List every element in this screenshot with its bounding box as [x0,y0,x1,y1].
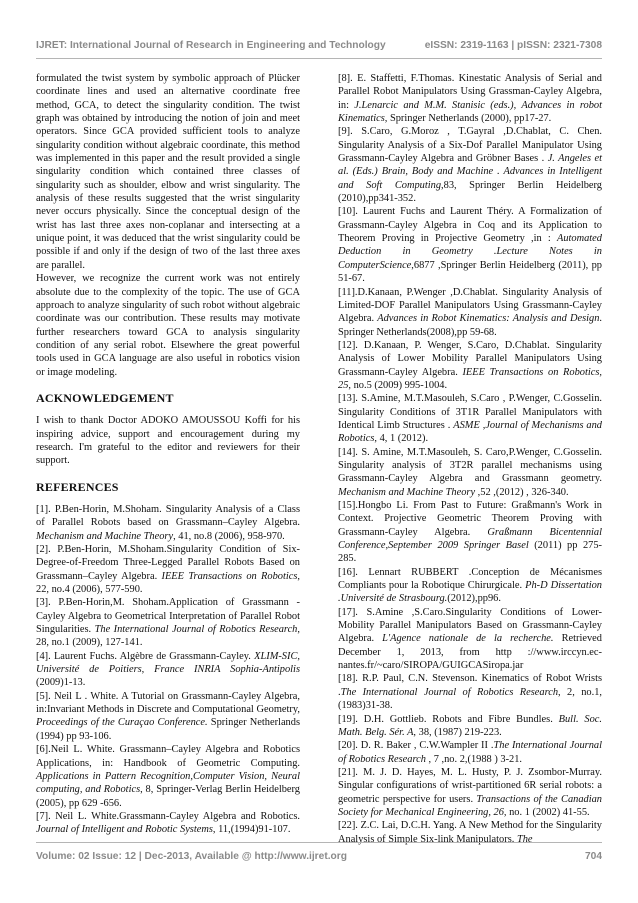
reference-text: L'Agence nationale de la recherche. [382,633,554,645]
reference-text: Springer Netherlands (2000), pp17-27. [387,113,552,125]
reference-item [36,596,300,649]
reference-item [338,125,602,205]
right-column [338,72,602,846]
reference-text: [20]. D. R. Baker , C.W.Wampler II . [338,740,494,752]
reference-text: [15].Hongbo Li. From Past to Future: Graßmann's Work in Context. Projective Geometric Theorem Proving with Grassmann-Cayley Algebra. [338,500,602,538]
references-list-right [338,72,602,846]
reference-item [338,72,602,125]
reference-text: Springer Netherlands (1994) pp 93-106. [36,717,300,742]
reference-text: [11].D.Kanaan, P.Wenger ,D.Chablat. Singularity Analysis of Limited-DOF Parallel Manipulators Using Grassmann-Cayley Algebra. [338,286,602,325]
conclusion-paragraph-1: formulated the twist system by symbolic approach of Plücker coordinate lines and used an alternative coordinate free method, GCA, to detect the singularity condition. The twist graph was obtained by introducing the notion of join and meet operators. Since GCA provided sufficient tools to analyze singularity condition without algebraic coordinate, this method was implemented in this paper and the result provided a single singularity condition which contained three classes of singularity such as shoulder, elbow and wrist singularity. The analysis of these results suggested that the wrist singularity never occurs physically. Since the conceptual design of the wrist has last three axes non-coplanar and intersecting at a unique point, it was deduced that the wrist singularity could be possible if and only if the design of two of the last three axes are parallel. [36,73,300,271]
reference-text: , 2, no.1,(1983)31-38. [338,686,603,712]
reference-item [338,566,602,606]
reference-text: Transactions of the Canadian Society for Mechanical Engineering, 26, [338,793,603,818]
reference-text: [13]. S.Amine, M.T.Masouleh, S.Caro , P.Wenger, C.Gosselin. Singularity Conditions of 3T1R Parallel Manipulators with Identical Limb Structures . [338,393,602,431]
reference-text: The International Journal of Robotics Research [338,740,602,765]
reference-text: J. Angeles et al. (Eds.) Brain, Body and Machine . Advances in Intelligent and Soft Computing [338,153,602,191]
reference-item [36,503,300,543]
reference-text: [4]. Laurent Fuchs. Algèbre de Grassmann-Cayley. [36,650,255,662]
reference-item [36,690,300,743]
reference-text: [14]. S. Amine, M.T.Masouleh, S. Caro,P.Wenger, C.Gosselin. Singularity analysis of 3T2R parallel mechanisms using Grassmann-Cayley Algebra and Grassmann geometry. [338,446,602,485]
reference-text: . Springer Netherlands(2008),pp 59-68. [338,313,602,338]
page-footer [36,851,602,862]
page-number: 704 [585,851,602,862]
reference-text: [19]. D.H. Gottlieb. Robots and Fibre Bundles. [338,713,559,725]
reference-text: [8]. E. Staffetti, F.Thomas. Kinestatic Analysis of Serial and Parallel Robot Manipulators Using Grassman-Cayley Algebra, in: [338,73,602,111]
reference-text: [10]. Laurent Fuchs and Laurent Théry. A Formalization of Grassmann-Cayley Algebra in Coq and its Application to Theorem Proving in Projective Geometry ,in : [338,206,602,245]
reference-text: [18]. R.P. Paul, C.N. Stevenson. Kinematics of Robot Wrists . [338,673,602,698]
reference-text: , 38, (1987) 219-223. [413,726,502,738]
reference-text: IEEE Transactions on Robotics, 25 [338,366,603,391]
reference-text: Ph-D Dissertation .Université de Strasbourg. [338,580,602,605]
reference-text: [6].Neil L. White. Grassmann–Cayley Algebra and Robotics Applications, in: Handbook of Geometric Computing. [36,744,300,769]
footer-divider [36,842,602,843]
reference-item [338,499,602,566]
reference-text: The [516,833,533,845]
reference-item [36,543,300,596]
reference-item [36,743,300,810]
reference-text: ,6877 ,Springer Berlin Heidelberg (2011), pp 51-67. [338,259,602,285]
reference-text: Mechanism and Machine Theory [36,530,174,542]
reference-text: Mechanism and Machine Theory [338,486,476,498]
reference-item [338,205,602,285]
reference-text: , 22, no.4 (2006), 577-590. [36,570,301,596]
left-column [36,72,300,837]
reference-text: The International Journal of Robotics Research [340,686,559,698]
issn-numbers: eISSN: 2319-1163 | pISSN: 2321-7308 [424,40,602,51]
reference-item [36,650,300,690]
reference-text: Applications in Pattern Recognition,Computer Vision, Neural computing, and Robotics [36,770,300,796]
reference-text: [21]. M. J. D. Hayes, M. L. Husty, P. J. Zsombor-Murray. Singular configurations of wrist-partitioned 6R serial robots: a geometric perspective for users. [338,766,602,805]
reference-item [338,392,602,445]
reference-text: [5]. Neil L . White. A Tutorial on Grassmann-Cayley Algebra, in:Invariant Methods in Discrete and Computational Geometry, [36,690,300,716]
reference-item [338,606,602,673]
reference-text: [22]. Z.C. Lai, D.C.H. Yang. A New Method for the Singularity Analysis of Simple Six-link Manipulators. [338,820,602,845]
reference-text: (2011) pp 275-285. [338,540,602,565]
reference-text: Graßmann Bicentennial Conference,September 2009 Springer Basel [338,526,603,552]
reference-text: , 7 ,no. 2,(1988 ) 3-21. [425,753,523,765]
acknowledgement-text: I wish to thank Doctor ADOKO AMOUSSOU Koffi for his inspiring advice, support and encouragement during my research. I'm grateful to the editor and reviewers for their support. [36,415,300,467]
reference-text: Automated Deduction in Geometry .Lecture Notes in ComputerScience [338,233,602,271]
journal-name: IJRET: International Journal of Research in Engineering and Technology [36,40,386,51]
reference-text: (2009)1-13. [36,677,86,689]
reference-text: , 4, 1 (2012). [374,433,429,445]
reference-item [338,286,602,339]
reference-text: J.Lenarcic and M.M. Stanisic (eds.), Advances in robot Kinematics, [338,99,602,125]
reference-text: [9]. S.Caro, G.Moroz , T.Gayral ,D.Chablat, C. Chen. Singularity Analysis of a Six-Dof Parallel Manipulator Using Grassmann-Cayley Algebra and Gröbner Bases . [338,126,602,165]
reference-item [338,672,602,712]
reference-text: [2]. P.Ben-Horin, M.Shoham.Singularity Condition of Six-Degree-of-Freedom Three-Legged Parallel Robots Based on Grassmann–Cayley Algebra. [36,544,300,582]
reference-text: (2012),pp96. [447,593,501,605]
reference-text: [7]. Neil L. White.Grassmann-Cayley Algebra and Robotics. [36,810,300,822]
reference-text: Proceedings of the Curaçao Conference. [36,717,208,729]
reference-text: The International Journal of Robotics Research [94,624,298,636]
reference-text: [16]. Lennart RUBBERT .Conception de Mécanismes Compliants pour la Robotique Chirurgicale. [338,566,602,592]
reference-text: no. 1 (2002) 41-55. [506,806,590,818]
reference-text: ,52 ,(2012) , 326-340. [475,486,569,498]
reference-text: , no.5 (2009) 995-1004. [348,379,448,391]
reference-item [338,739,602,766]
reference-text: , 8, Springer-Verlag Berlin Heidelberg (2005), pp 629 -656. [36,784,300,809]
reference-item [338,713,602,740]
reference-text: , 41, no.8 (2006), 958-970. [173,530,285,542]
reference-text: Bull. Soc. Math. Belg. Sér. A [338,713,602,738]
page-header [36,40,602,51]
references-heading: REFERENCES [36,479,119,494]
reference-text: Journal of Intelligent and Robotic Systems [36,824,213,836]
reference-text: Advances in Robot Kinematics: Analysis and Design [377,313,600,325]
reference-item [338,766,602,819]
reference-item [338,339,602,392]
reference-item [338,446,602,499]
acknowledgement-heading: ACKNOWLEDGEMENT [36,390,174,405]
volume-info: Volume: 02 Issue: 12 | Dec-2013, Available @ http://www.ijret.org [36,851,347,862]
reference-text: Retrieved December 1, 2013, from http ://www.irccyn.ec-nantes.fr/~caro/SIROPA/GUIGCASiropa.jar [338,633,602,672]
references-list-left [36,503,300,837]
reference-text: , 28, no.1 (2009), 127-141. [36,624,300,649]
reference-text: [12]. D.Kanaan, P. Wenger, S.Caro, D.Chablat. Singularity Analysis of Lower Mobility Parallel Manipulators Using Grassmann-Cayley Algebra. [338,339,602,378]
reference-text: ,83, Springer Berlin Heidelberg (2010),pp341-352. [338,179,602,205]
reference-text: [3]. P.Ben-Horin,M. Shoham.Application of Grassmann - Cayley Algebra to Geometrical Interpretation of Parallel Robot Singularities. [36,597,300,636]
reference-text: [1]. P.Ben-Horin, M.Shoham. Singularity Analysis of a Class of Parallel Robots based on Grassmann–Cayley Algebra. [36,503,300,529]
reference-text: , 11,(1994)91-107. [212,824,291,836]
reference-text: [17]. S.Amine ,S.Caro.Singularity Conditions of Lower-Mobility Parallel Manipulators Based on Grassmann-Cayley Algebra. [338,606,602,645]
reference-text: ASME ,Journal of Mechanisms and Robotics [338,419,603,445]
reference-text: IEEE Transactions on Robotics [161,570,298,582]
reference-text: XLIM-SIC, Université de Poitiers, France INRIA Sophia-Antipolis [36,650,300,676]
conclusion-paragraph-2: However, we recognize the current work was not entirely absolute due to the complexity of the topic. The use of GCA approach to analyze singularity of such robot without algebraic coordinate was our contribution. These results may motivate further researchers toward GCA to analysis singularity condition of any serial robot. Elsewhere the great powerful tools used in GCA language are also useful in robotics vision or image modeling. [36,273,300,378]
reference-item [36,810,300,837]
header-divider [36,58,602,59]
